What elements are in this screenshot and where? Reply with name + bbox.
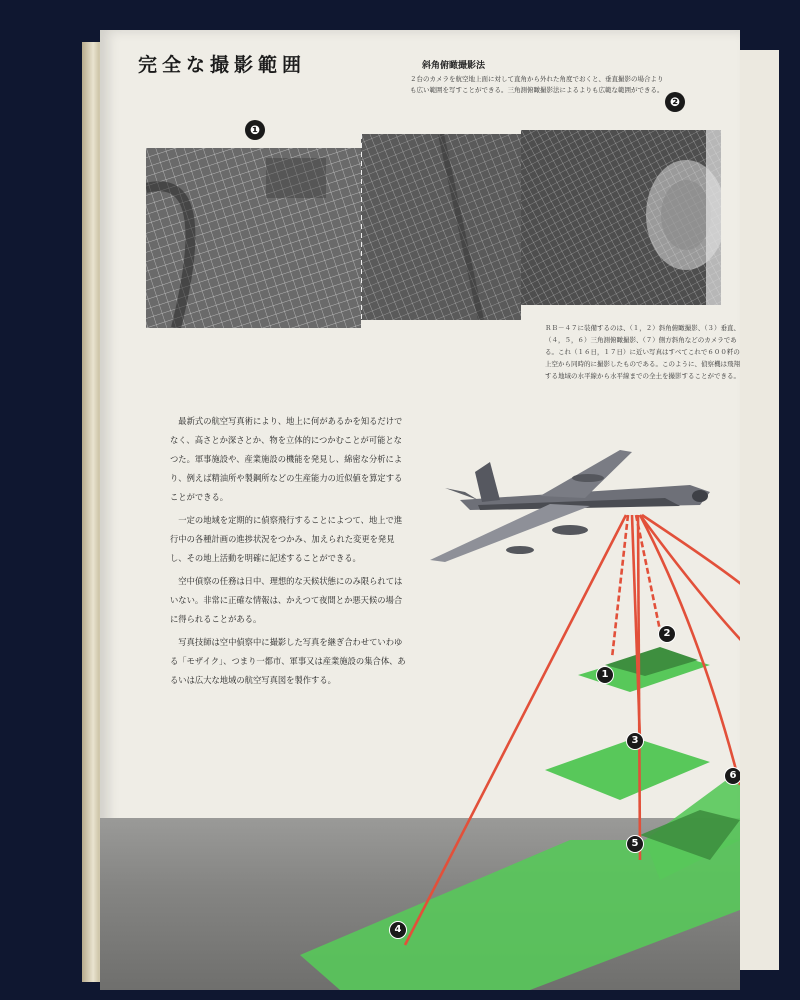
coverage-diagram (100, 410, 740, 990)
body-paragraph-3: 空中偵察の任務は日中、理想的な天候状態にのみ限られてはいない。非常に正確な情報は、かえつて夜間とか悪天候の場合に得られることがある。 (170, 576, 403, 624)
aerial-photo-left (146, 148, 361, 328)
photo-marker-1: ❶ (245, 120, 265, 140)
section-subhead: 斜角俯瞰撮影法 (422, 61, 486, 71)
aerial-photo-middle (361, 134, 521, 320)
magazine-page (100, 30, 740, 990)
body-paragraph-2: 一定の地域を定期的に偵察飛行することによつて、地上で進行中の各種計画の進捗状況をつかみ、加えられた変更を発見し、その地上活動を明確に記述することができる。 (170, 515, 403, 563)
footprint-3 (545, 738, 710, 800)
sensor-label-2: 2 (658, 625, 676, 643)
sensor-label-5: 5 (626, 835, 644, 853)
aerial-photo-strip (146, 130, 721, 330)
rb47-caption: ＲＢ－４７に装備するのは、（１，２）斜角俯瞰撮影、（３）垂直、（４，５，６）三角測俯瞰撮影、（７）側方斜角などのカメラである。これ（１６日，１７日）に近い写真はすべてこれで６００粁の上空から同時的に撮影したものである。このように、偵察機は飛翔する地域の水平線から水平線までの全土を撮影することができる。 (545, 324, 740, 380)
body-paragraph-1: 最新式の航空写真術により、地上に何があるかを知るだけでなく、高さとか深さとか、物を立体的につかむことが可能となつた。軍事施設や、産業施設の機能を発見し、綿密な分析により、例えば精油所や製鋼所などの生産能力の近似値を算定することができる。 (170, 416, 403, 502)
body-paragraph-4: 写真技師は空中偵察中に撮影した写真を継ぎ合わせていわゆる「モザイク」、つまり一都市、軍事又は産業施設の集合体、あるいは広大な地域の航空写真図を製作する。 (170, 637, 406, 685)
sensor-label-3: 3 (626, 732, 644, 750)
photo-marker-2: ❷ (665, 92, 685, 112)
sensor-label-6: 6 (724, 767, 740, 785)
facing-page-edge (738, 50, 779, 970)
oblique-note: ２台のカメラを航空地上面に対して直角から外れた角度でおくと、垂直撮影の場合よりも広い範囲を写すことができる。三角測俯瞰撮影法によるよりも広範な範囲ができる。 (410, 75, 664, 94)
sensor-label-1: 1 (596, 666, 614, 684)
aerial-photo-right (521, 130, 721, 305)
rb47-aircraft (430, 450, 710, 562)
sensor-label-4: 4 (389, 921, 407, 939)
page-title: 完全な撮影範囲 (138, 54, 307, 76)
